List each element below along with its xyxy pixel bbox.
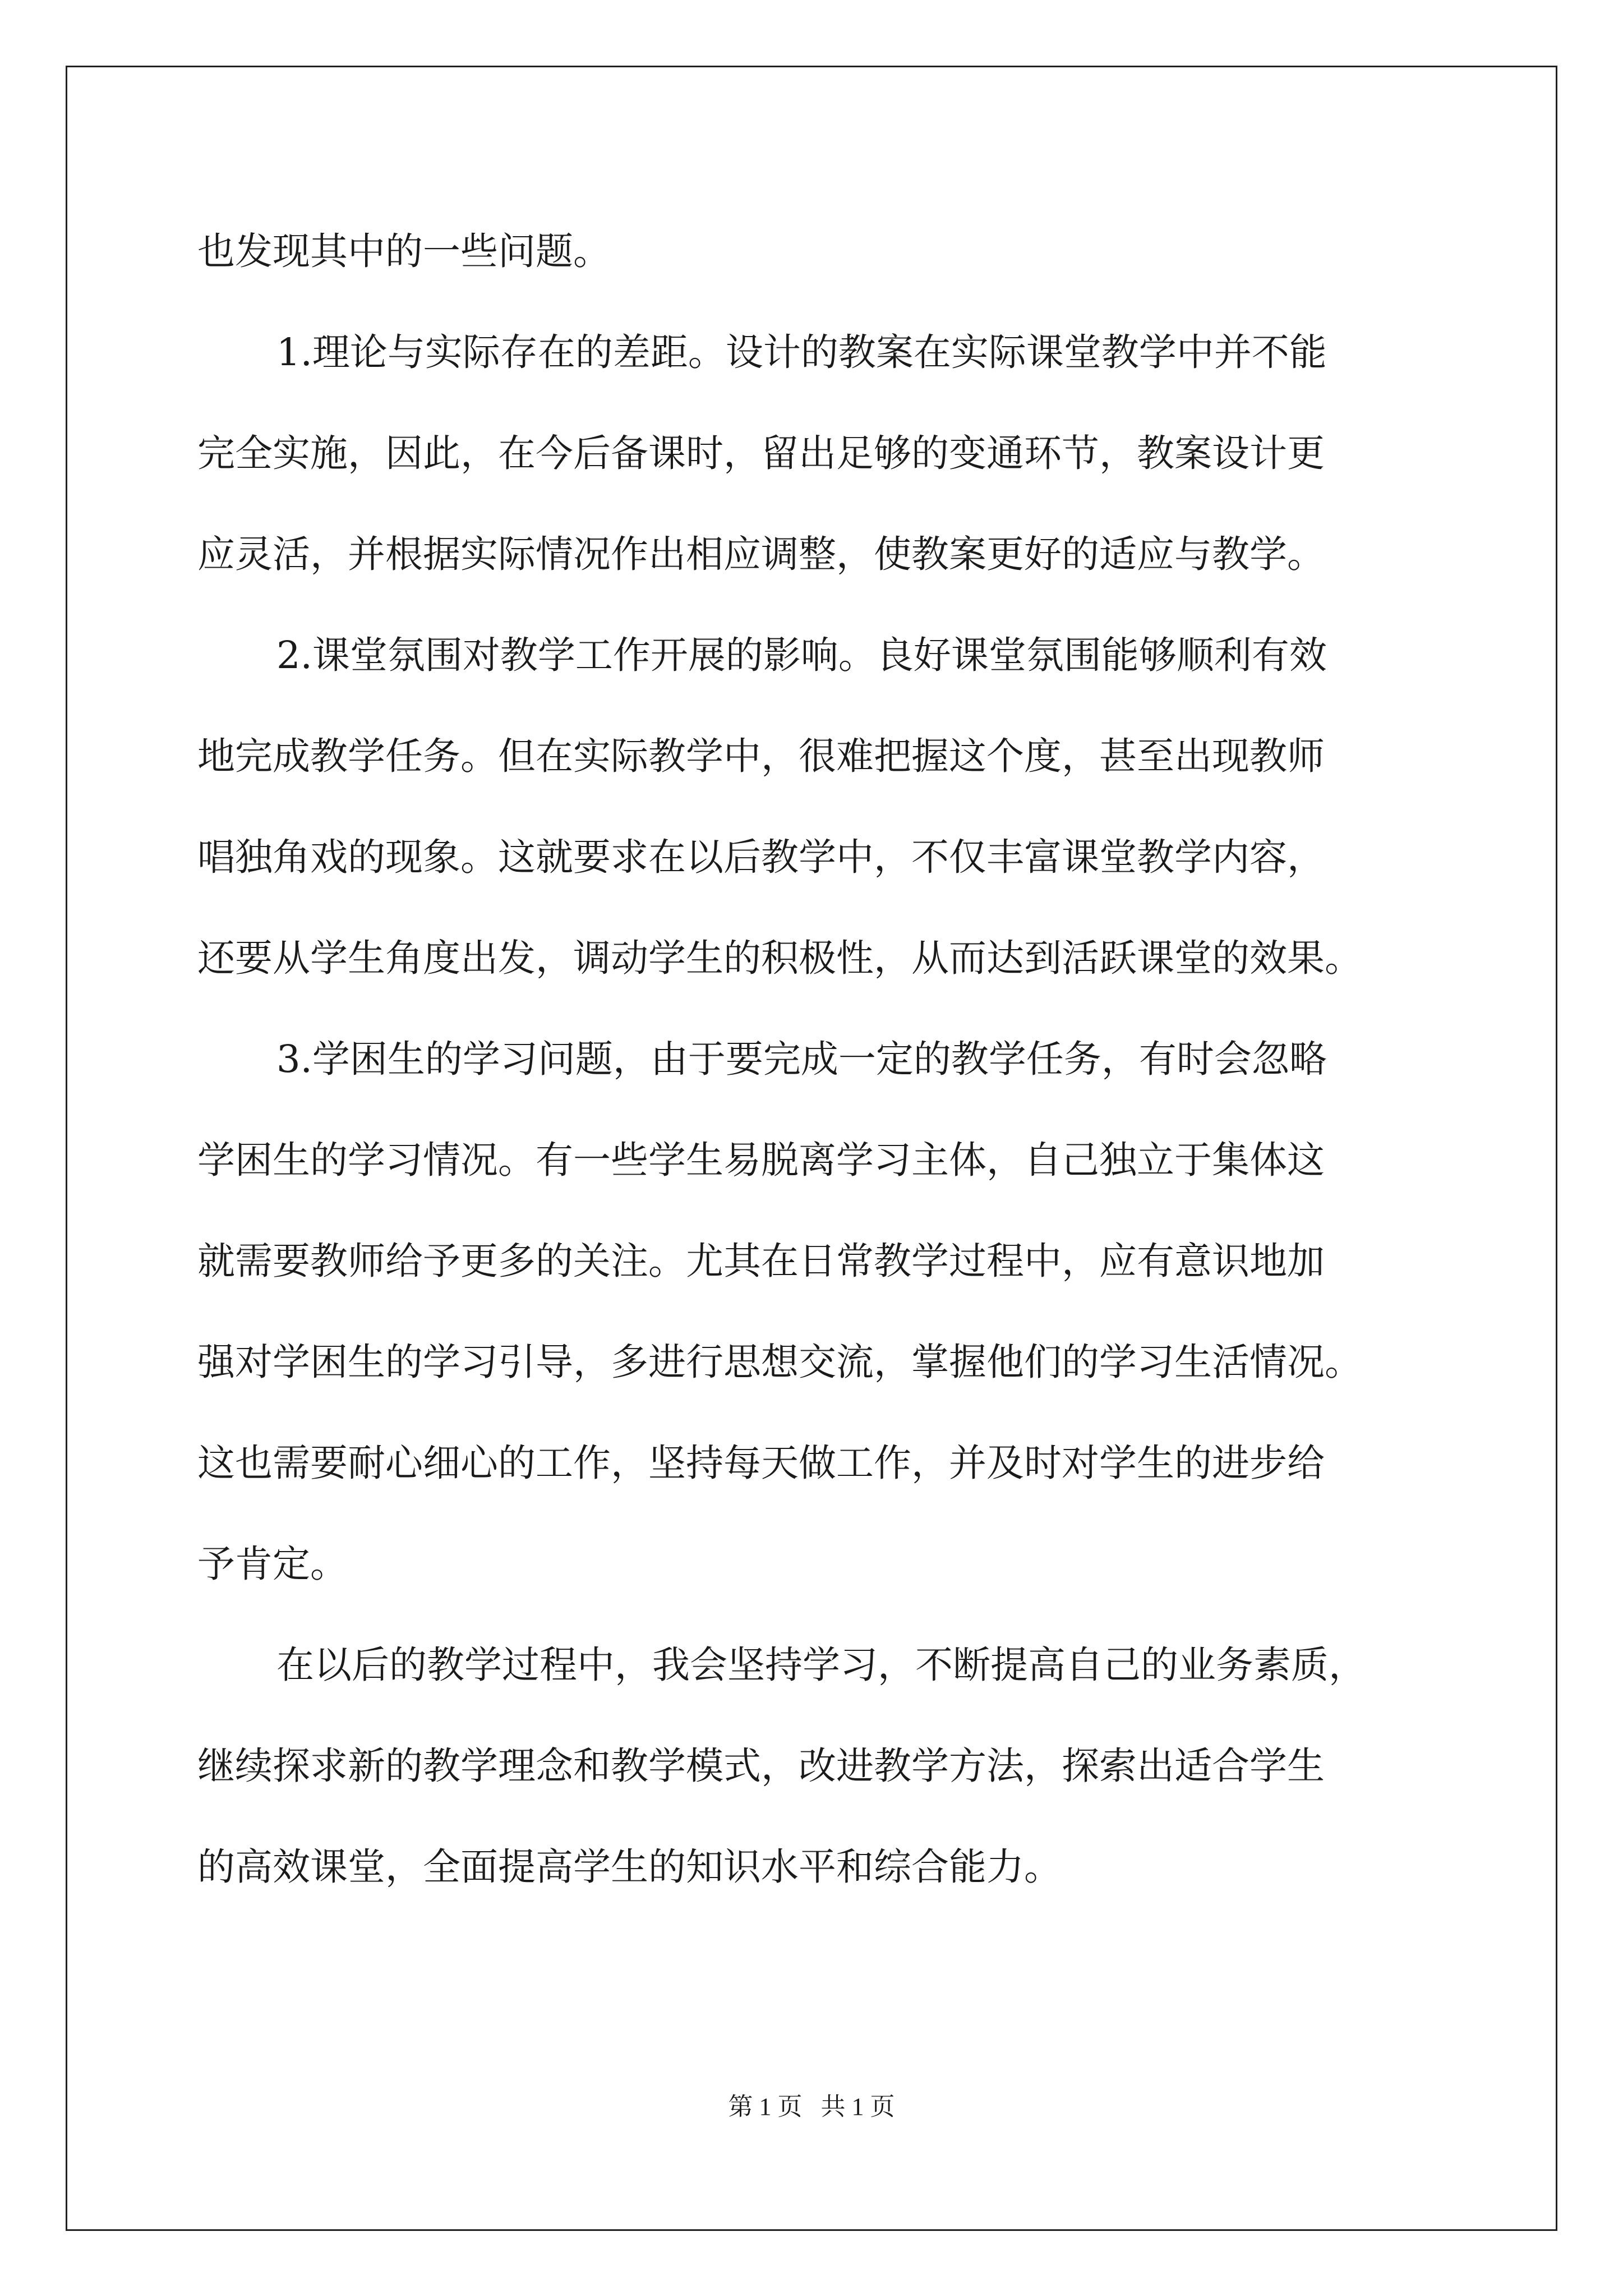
text-line: 还要从学生角度出发，调动学生的积极性，从而达到活跃课堂的效果。 — [197, 936, 1362, 980]
text-line: 予肯定。 — [197, 1542, 348, 1586]
text-line: 3.学困生的学习问题，由于要完成一定的教学任务，有时会忽略 — [276, 1037, 1327, 1081]
text-line: 完全实施，因此，在今后备课时，留出足够的变通环节，教案设计更 — [197, 431, 1325, 475]
text-line: 唱独角戏的现象。这就要求在以后教学中，不仅丰富课堂教学内容， — [197, 835, 1325, 879]
text-line: 2.课堂氛围对教学工作开展的影响。良好课堂氛围能够顺利有效 — [276, 633, 1327, 677]
page-footer: 第 1 页 共 1 页 — [728, 2093, 895, 2120]
text-line: 强对学困生的学习引导，多进行思想交流，掌握他们的学习生活情况。 — [197, 1340, 1362, 1384]
text-line: 在以后的教学过程中，我会坚持学习，不断提高自己的业务素质， — [276, 1643, 1366, 1687]
text-line: 也发现其中的一些问题。 — [197, 229, 611, 273]
text-line: 应灵活，并根据实际情况作出相应调整，使教案更好的适应与教学。 — [197, 532, 1325, 576]
text-line: 继续探求新的教学理念和教学模式，改进教学方法，探索出适合学生 — [197, 1744, 1325, 1788]
text-line: 学困生的学习情况。有一些学生易脱离学习主体，自己独立于集体这 — [197, 1138, 1325, 1182]
text-line: 就需要教师给予更多的关注。尤其在日常教学过程中，应有意识地加 — [197, 1239, 1325, 1283]
text-line: 1.理论与实际存在的差距。设计的教案在实际课堂教学中并不能 — [276, 330, 1327, 374]
text-line: 这也需要耐心细心的工作，坚持每天做工作，并及时对学生的进步给 — [197, 1441, 1325, 1485]
text-line: 地完成教学任务。但在实际教学中，很难把握这个度，甚至出现教师 — [197, 734, 1325, 778]
text-line: 的高效课堂，全面提高学生的知识水平和综合能力。 — [197, 1845, 1062, 1889]
